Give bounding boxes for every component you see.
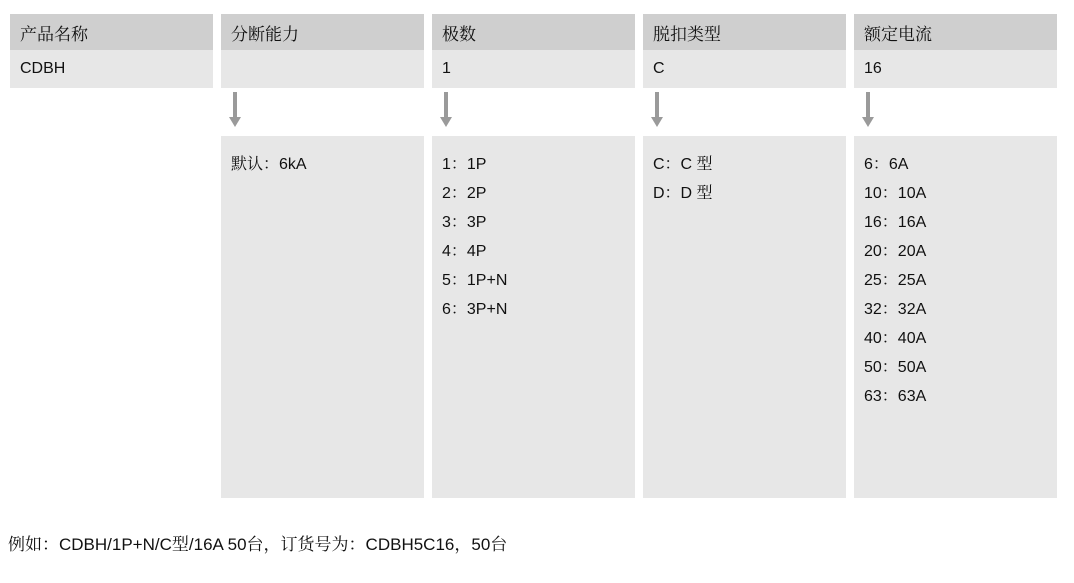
arrow-slot <box>852 88 1057 136</box>
option-item: 10：10A <box>864 185 927 202</box>
column-value: 16 <box>852 50 1057 88</box>
option-item: 32：32A <box>864 301 927 318</box>
option-item: 20：20A <box>864 243 927 260</box>
option-item: 16：16A <box>864 214 927 231</box>
column-pole-number <box>430 14 635 498</box>
column-value: 1 <box>430 50 635 88</box>
option-item: 50：50A <box>864 359 927 376</box>
down-arrow-icon <box>440 92 452 132</box>
option-list <box>430 136 635 498</box>
arrow-slot <box>430 88 635 136</box>
arrow-slot <box>219 88 424 136</box>
option-list <box>219 136 424 498</box>
option-item: 2：2P <box>442 185 487 202</box>
column-header: 极数 <box>430 14 635 50</box>
column-trip-type <box>641 14 846 498</box>
arrow-slot <box>641 88 846 136</box>
option-item: 5：1P+N <box>442 272 508 289</box>
down-arrow-icon <box>229 92 241 132</box>
option-item: 40：40A <box>864 330 927 347</box>
column-header: 产品名称 <box>8 14 213 50</box>
option-item: 6：3P+N <box>442 301 508 318</box>
column-header: 额定电流 <box>852 14 1057 50</box>
option-list <box>8 136 213 498</box>
option-item: 25：25A <box>864 272 927 289</box>
option-list <box>852 136 1057 498</box>
column-value: C <box>641 50 846 88</box>
example-note: 例如：CDBH/1P+N/C型/16A 50台，订货号为：CDBH5C16，50台 <box>8 535 508 554</box>
column-value <box>219 50 424 88</box>
columns-container <box>8 14 1066 498</box>
column-header: 脱扣类型 <box>641 14 846 50</box>
down-arrow-icon <box>862 92 874 132</box>
option-item: 默认：6kA <box>231 156 307 173</box>
column-rated-current <box>852 14 1057 498</box>
column-product-name <box>8 14 213 498</box>
column-header: 分断能力 <box>219 14 424 50</box>
arrow-slot <box>8 88 213 136</box>
option-item: D：D 型 <box>653 185 713 202</box>
option-item: 1：1P <box>442 156 487 173</box>
option-item: 4：4P <box>442 243 487 260</box>
column-breaking-capacity <box>219 14 424 498</box>
option-item: 63：63A <box>864 388 927 405</box>
column-value: CDBH <box>8 50 213 88</box>
option-list <box>641 136 846 498</box>
option-item: 6：6A <box>864 156 909 173</box>
option-item: 3：3P <box>442 214 487 231</box>
option-item: C：C 型 <box>653 156 713 173</box>
down-arrow-icon <box>651 92 663 132</box>
